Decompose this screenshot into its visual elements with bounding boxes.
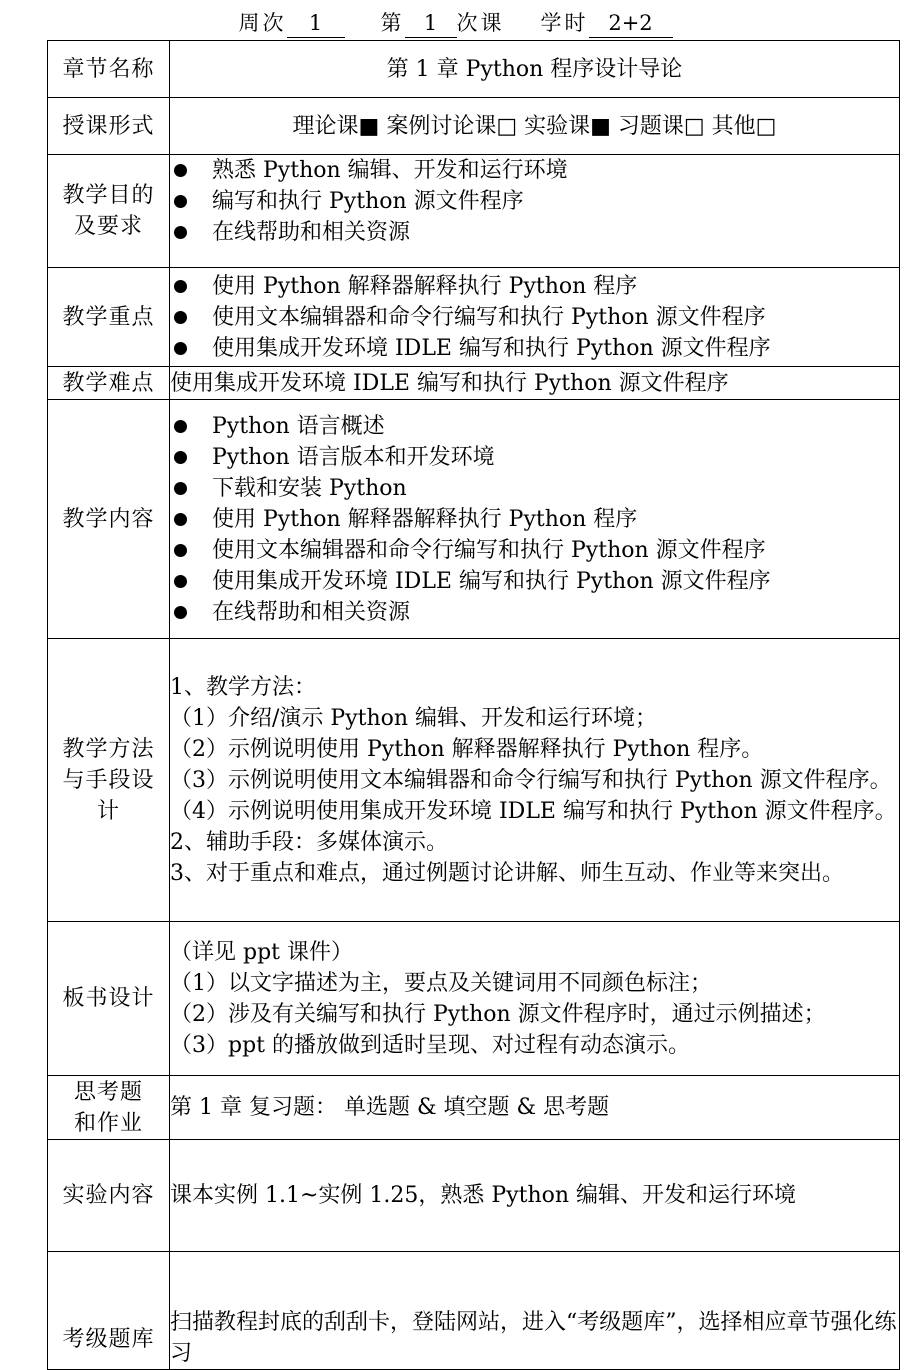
methods-content: [170, 639, 900, 922]
homework-value: 第 1 章 复习题： 单选题 & 填空题 & 思考题: [170, 1076, 900, 1140]
list-item: 熟悉 Python 编辑、开发和运行环境: [170, 155, 899, 186]
row-lab: [48, 1140, 900, 1252]
content-list: [170, 411, 899, 628]
lesson-prefix: 第: [380, 11, 405, 35]
difficulties-label: 教学难点: [48, 367, 170, 400]
objectives-content: [170, 155, 900, 268]
list-item: 使用文本编辑器和命令行编写和执行 Python 源文件程序: [170, 302, 899, 333]
question-bank-value: 扫描教程封底的刮刮卡，登陆网站，进入“考级题库”，选择相应章节强化练习: [170, 1252, 900, 1370]
list-item: 使用 Python 解释器解释执行 Python 程序: [170, 504, 899, 535]
objectives-list: [170, 155, 899, 248]
difficulties-value: 使用集成开发环境 IDLE 编写和执行 Python 源文件程序: [170, 367, 900, 400]
row-board: [48, 922, 900, 1076]
hours-label: 学时: [540, 11, 589, 35]
methods-line: 2、辅助手段：多媒体演示。: [170, 829, 448, 855]
row-chapter: [48, 41, 900, 98]
methods-line: （4）示例说明使用集成开发环境 IDLE 编写和执行 Python 源文件程序。: [170, 798, 897, 824]
homework-label-line1: 思考题: [73, 1079, 143, 1105]
chapter-label: 章节名称: [48, 41, 170, 98]
methods-line: 1、教学方法：: [170, 674, 316, 700]
list-item: 使用文本编辑器和命令行编写和执行 Python 源文件程序: [170, 535, 899, 566]
list-item: 使用集成开发环境 IDLE 编写和执行 Python 源文件程序: [170, 566, 899, 597]
methods-line: （3）示例说明使用文本编辑器和命令行编写和执行 Python 源文件程序。: [170, 767, 892, 793]
row-content: [48, 400, 900, 639]
board-label: 板书设计: [48, 922, 170, 1076]
week-label: 周次: [238, 11, 287, 35]
list-item: 在线帮助和相关资源: [170, 217, 899, 248]
list-item: 使用 Python 解释器解释执行 Python 程序: [170, 271, 899, 302]
methods-label-line3: 计: [96, 798, 120, 824]
lesson-value: 1: [405, 9, 457, 38]
key-points-list: [170, 271, 899, 364]
list-item: 下载和安装 Python: [170, 473, 899, 504]
objectives-label-line2: 及要求: [73, 214, 143, 239]
homework-label-line2: 和作业: [73, 1110, 143, 1136]
list-item: 在线帮助和相关资源: [170, 597, 899, 628]
key-points-label: 教学重点: [48, 268, 170, 367]
lab-value: 课本实例 1.1~实例 1.25，熟悉 Python 编辑、开发和运行环境: [170, 1140, 900, 1252]
row-homework: [48, 1076, 900, 1140]
row-difficulties: [48, 367, 900, 400]
methods-label: [48, 639, 170, 922]
board-line: （2）涉及有关编写和执行 Python 源文件程序时，通过示例描述；: [170, 1001, 826, 1027]
key-points-content: [170, 268, 900, 367]
methods-line: 3、对于重点和难点，通过例题讨论讲解、师生互动、作业等来突出。: [170, 860, 844, 886]
methods-line: （1）介绍/演示 Python 编辑、开发和运行环境；: [170, 705, 658, 731]
row-format: [48, 98, 900, 155]
row-question-bank: [48, 1252, 900, 1370]
question-bank-label: 考级题库: [48, 1252, 170, 1370]
list-item: 使用集成开发环境 IDLE 编写和执行 Python 源文件程序: [170, 333, 899, 364]
objectives-label-line1: 教学目的: [62, 183, 155, 208]
lesson-plan-table: [47, 40, 900, 1370]
hours-value: 2+2: [589, 9, 673, 38]
lab-label: 实验内容: [48, 1140, 170, 1252]
chapter-value: 第 1 章 Python 程序设计导论: [170, 41, 900, 98]
methods-line: （2）示例说明使用 Python 解释器解释执行 Python 程序。: [170, 736, 764, 762]
row-objectives: [48, 155, 900, 268]
board-line: （1）以文字描述为主，要点及关键词用不同颜色标注；: [170, 970, 712, 996]
objectives-label: [48, 155, 170, 268]
methods-label-line2: 与手段设: [62, 767, 155, 793]
row-methods: [48, 639, 900, 922]
board-line: （详见 ppt 课件）: [170, 939, 353, 965]
methods-label-line1: 教学方法: [62, 736, 155, 762]
board-content: [170, 922, 900, 1076]
list-item: Python 语言概述: [170, 411, 899, 442]
page-header: [0, 0, 911, 40]
list-item: 编写和执行 Python 源文件程序: [170, 186, 899, 217]
content-label: 教学内容: [48, 400, 170, 639]
lesson-suffix: 次课: [456, 11, 505, 35]
format-label: 授课形式: [48, 98, 170, 155]
board-line: （3）ppt 的播放做到适时呈现、对过程有动态演示。: [170, 1032, 690, 1058]
week-value: 1: [287, 9, 345, 38]
row-key-points: [48, 268, 900, 367]
list-item: Python 语言版本和开发环境: [170, 442, 899, 473]
content-cell: [170, 400, 900, 639]
format-value: 理论课■ 案例讨论课□ 实验课■ 习题课□ 其他□: [170, 98, 900, 155]
homework-label: [48, 1076, 170, 1140]
